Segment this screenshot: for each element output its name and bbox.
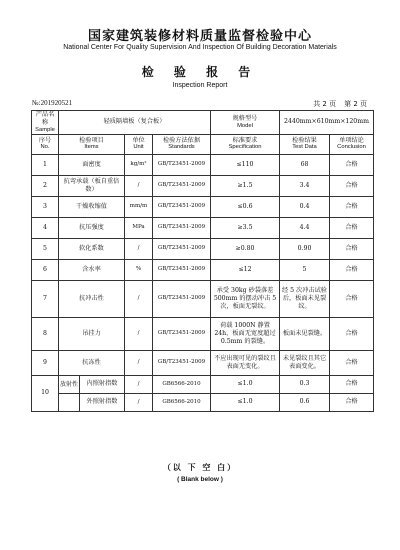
row-item: 干燥收缩值 xyxy=(59,196,125,217)
row-spec: 不应出现可见的裂纹且表面无变化。 xyxy=(211,350,280,375)
row-spec: ≤1.0 xyxy=(211,393,280,411)
row-no: 3 xyxy=(32,196,59,217)
row-item: 含水率 xyxy=(59,259,125,280)
row-unit: / xyxy=(125,238,153,259)
table-row xyxy=(32,238,374,259)
inspection-table xyxy=(31,110,374,412)
row-no: 2 xyxy=(32,175,59,196)
table-row xyxy=(32,350,374,375)
row-unit: / xyxy=(125,175,153,196)
row-standard: GB/T23451-2009 xyxy=(153,196,211,217)
row-no: 10 xyxy=(32,375,59,411)
col-header-standards: 检验方法依据 Standards xyxy=(153,134,211,154)
row-unit: MPa xyxy=(125,217,153,238)
table-row xyxy=(32,375,374,393)
row-data: 0.3 xyxy=(280,375,330,393)
row-standard: GB/T23451-2009 xyxy=(153,350,211,375)
report-title-en: Inspection Report xyxy=(172,82,228,89)
row-item: 抗压强度 xyxy=(59,217,125,238)
row-data: 68 xyxy=(280,154,330,175)
center-name-en: National Center For Quality Supervision And Inspection Of Building Decoration Materials xyxy=(63,44,337,51)
col-header-no: 序号 No. xyxy=(32,134,59,154)
sample-row xyxy=(32,111,374,135)
table-row xyxy=(32,217,374,238)
table-row xyxy=(32,196,374,217)
row-spec: ≥0.80 xyxy=(211,238,280,259)
row-standard: GB/T23451-2009 xyxy=(153,317,211,350)
row-standard: GB/T23451-2009 xyxy=(153,217,211,238)
row-subitem: 内照射指数 xyxy=(79,376,124,393)
col-header-unit: 单位 Unit xyxy=(125,134,153,154)
row-conclusion: 合格 xyxy=(330,280,374,317)
sample-model: 2440mm×610mm×120mm xyxy=(280,111,374,135)
row-item: 抗冻性 xyxy=(59,350,125,375)
row-no: 6 xyxy=(32,259,59,280)
row-item: 吊挂力 xyxy=(59,317,125,350)
blank-below-en: ( Blank below ) xyxy=(177,476,223,483)
row-unit: / xyxy=(125,280,153,317)
row-conclusion: 合格 xyxy=(330,350,374,375)
row-item: 抗弯承载（板自重倍数） xyxy=(59,175,125,196)
row-spec: 荷载 1000N 静置24h，板面无宽度超过 0.5mm 的裂缝。 xyxy=(211,317,280,350)
table-row xyxy=(32,175,374,196)
row-data: 0.90 xyxy=(280,238,330,259)
row-unit: / xyxy=(125,393,153,411)
row-spec: ≤1.0 xyxy=(211,375,280,393)
blank-below-cn: （以 下 空 白） xyxy=(162,463,238,472)
row-conclusion: 合格 xyxy=(330,393,374,411)
row-item-group: 放射性 xyxy=(59,380,78,388)
row-spec: ≥1.5 xyxy=(211,175,280,196)
row-standard: GB/T23451-2009 xyxy=(153,259,211,280)
total-pages: 共 2 页 xyxy=(313,100,337,108)
row-standard: GB6566-2010 xyxy=(153,375,211,393)
row-conclusion: 合格 xyxy=(330,154,374,175)
table-row xyxy=(32,280,374,317)
table-row xyxy=(32,259,374,280)
row-unit: mm/m xyxy=(125,196,153,217)
row-standard: GB/T23451-2009 xyxy=(153,175,211,196)
row-unit: / xyxy=(125,350,153,375)
col-header-items: 检验项目 Items xyxy=(59,134,125,154)
col-header-specification: 标准要求 Specification xyxy=(211,134,280,154)
row-item: 面密度 xyxy=(59,154,125,175)
row-subitem: 外照射指数 xyxy=(79,394,124,411)
table-row xyxy=(32,154,374,175)
row-conclusion: 合格 xyxy=(330,196,374,217)
row-conclusion: 合格 xyxy=(330,375,374,393)
row-conclusion: 合格 xyxy=(330,317,374,350)
blank-below-note xyxy=(0,462,400,483)
sample-label: 产品名称 Sample xyxy=(32,111,59,135)
table-row xyxy=(32,317,374,350)
row-data: 4.4 xyxy=(280,217,330,238)
row-data: 未见裂纹且其它表面变化。 xyxy=(280,350,330,375)
row-no: 9 xyxy=(32,350,59,375)
report-title-cn: 检 验 报 告 xyxy=(141,65,259,79)
row-no: 7 xyxy=(32,280,59,317)
row-unit: / xyxy=(125,375,153,393)
row-item: 软化系数 xyxy=(59,238,125,259)
row-spec: ≤12 xyxy=(211,259,280,280)
row-conclusion: 合格 xyxy=(330,259,374,280)
row-unit: kg/m² xyxy=(125,154,153,175)
row-spec: ≤110 xyxy=(211,154,280,175)
report-number: №:201920521 xyxy=(32,99,73,107)
row-unit: % xyxy=(125,259,153,280)
row-conclusion: 合格 xyxy=(330,175,374,196)
row-data: 板面未见裂缝。 xyxy=(280,317,330,350)
header-row xyxy=(32,134,374,154)
col-header-conclusion: 单项结论 Conclusion xyxy=(330,134,374,154)
row-standard: GB/T23451-2009 xyxy=(153,280,211,317)
row-data: 0.4 xyxy=(280,196,330,217)
row-spec: ≤0.6 xyxy=(211,196,280,217)
page-number: 第 2 页 xyxy=(344,100,367,108)
row-standard: GB6566-2010 xyxy=(153,393,211,411)
row-spec: ≥3.5 xyxy=(211,217,280,238)
row-item: 抗冲击性 xyxy=(59,280,125,317)
row-data: 5 xyxy=(280,259,330,280)
model-label: 规格型号 Model xyxy=(211,111,280,135)
page-info xyxy=(313,99,367,109)
col-header-test-data: 检验结果 Test Data xyxy=(280,134,330,154)
row-no: 1 xyxy=(32,154,59,175)
center-name-cn: 国家建筑装修材料质量监督检验中心 xyxy=(87,29,312,44)
row-data: 3.4 xyxy=(280,175,330,196)
sample-name: 轻质隔墙板（复合板） xyxy=(59,111,211,135)
row-unit: / xyxy=(125,317,153,350)
row-standard: GB/T23451-2009 xyxy=(153,154,211,175)
row-conclusion: 合格 xyxy=(330,238,374,259)
table-row xyxy=(32,393,374,411)
row-no: 5 xyxy=(32,238,59,259)
row-standard: GB/T23451-2009 xyxy=(153,238,211,259)
row-no: 4 xyxy=(32,217,59,238)
row-data: 0.6 xyxy=(280,393,330,411)
row-data: 经 5 次冲击试验后，板面未见裂纹。 xyxy=(280,280,330,317)
row-no: 8 xyxy=(32,317,59,350)
row-spec: 承受 30kg 砂袋落差500mm 的摆动冲击 5次，板面无裂纹。 xyxy=(211,280,280,317)
row-conclusion: 合格 xyxy=(330,217,374,238)
